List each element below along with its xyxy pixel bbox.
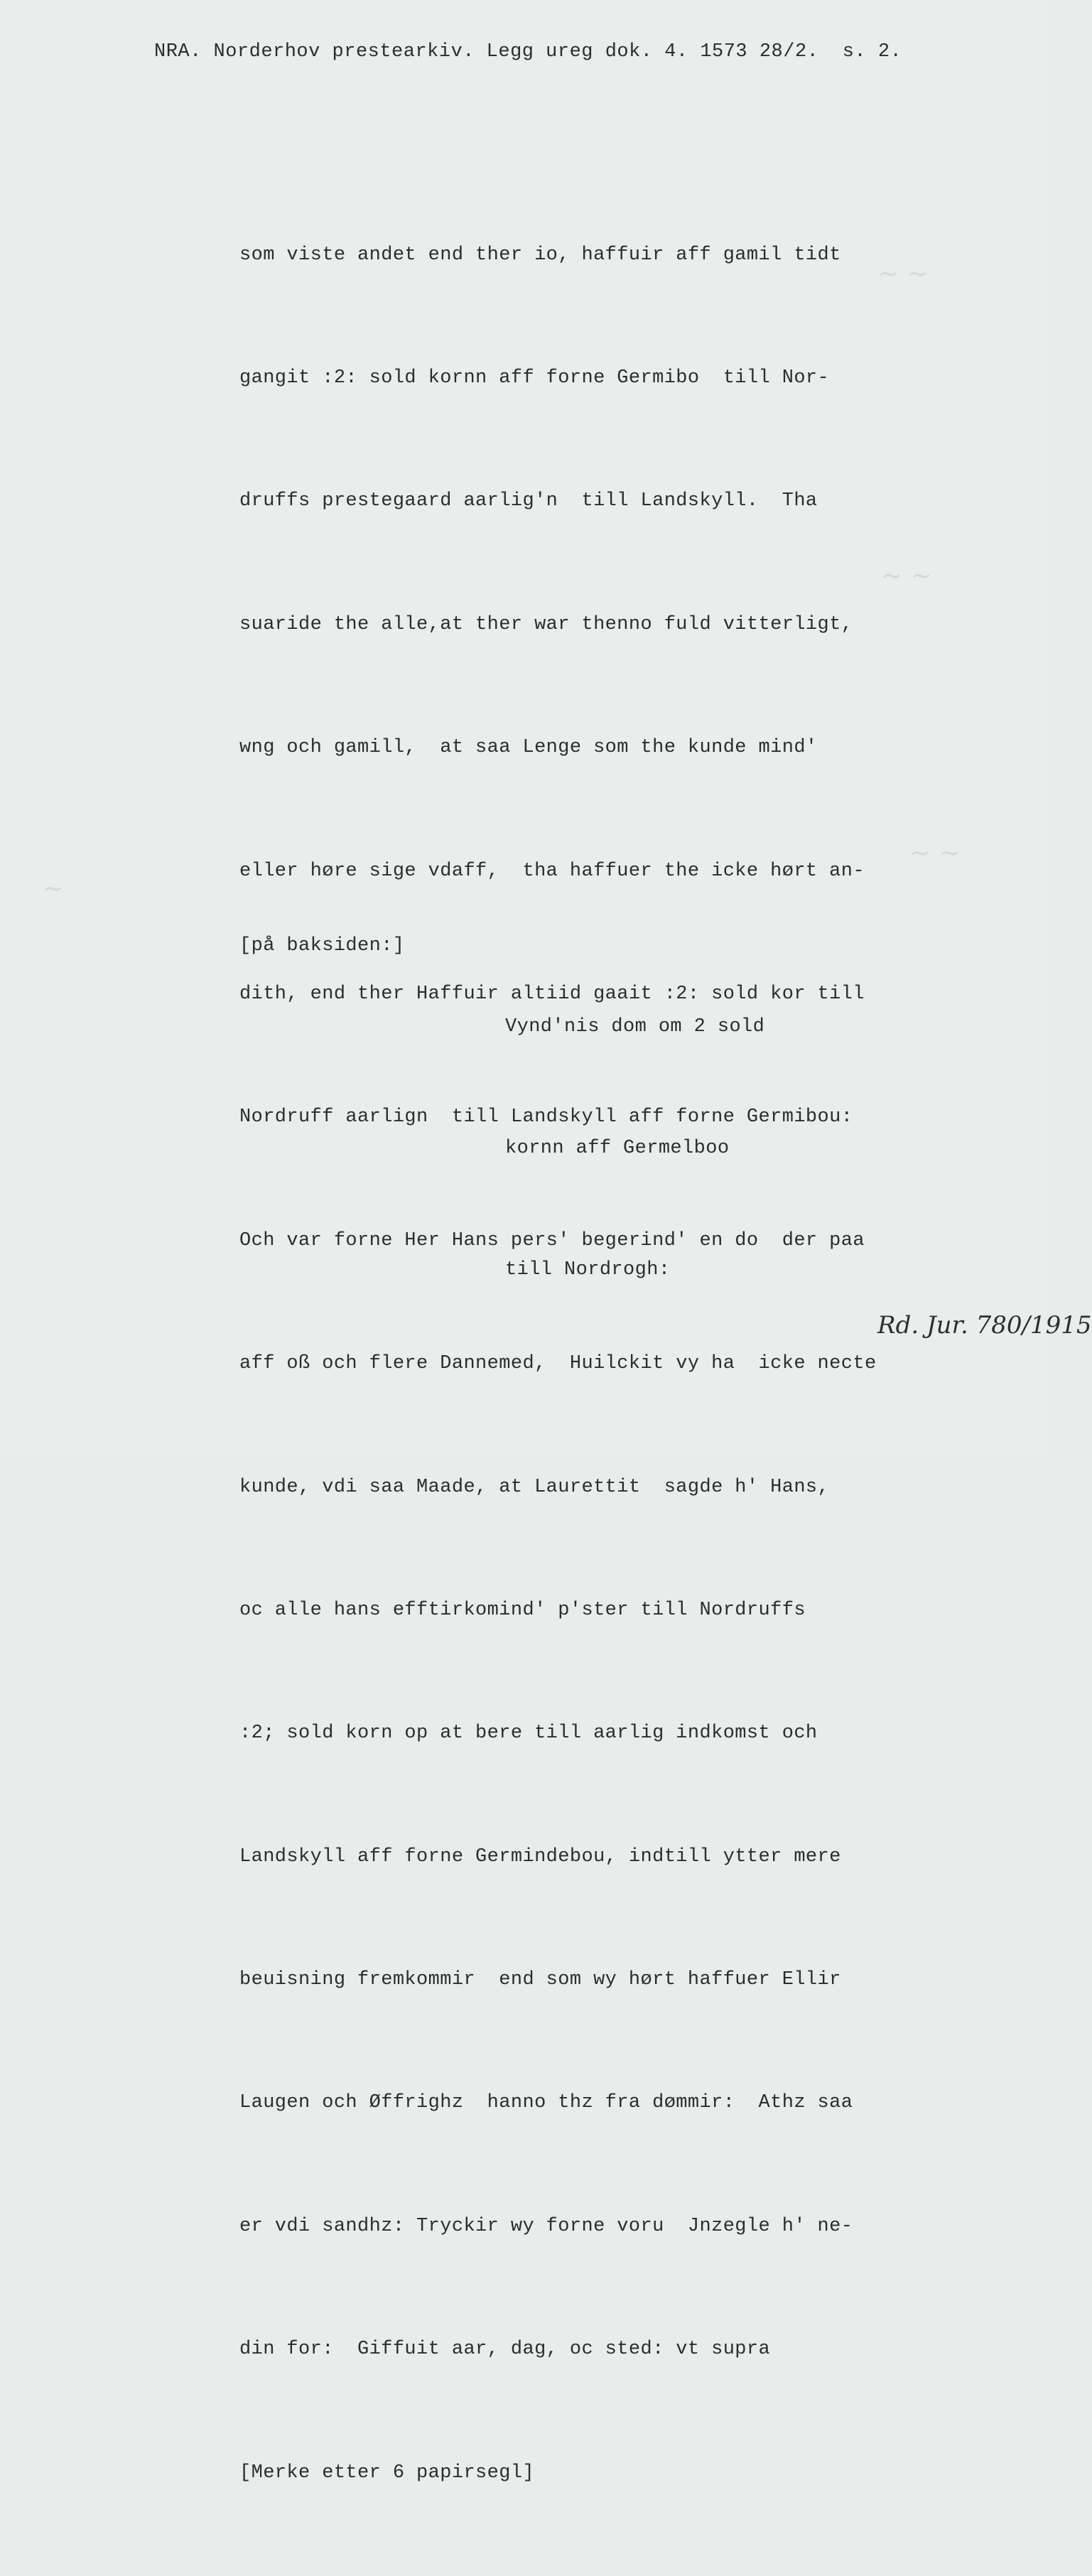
text-line: kunde, vdi saa Maade, at Laurettit sagde h' Hans,	[239, 1476, 830, 1498]
text-line: druffs prestegaard aarlig'n till Landskyll. Tha	[239, 490, 818, 512]
text-line: eller høre sige vdaff, tha haffuer the icke hørt an-	[239, 860, 865, 882]
show-through-mark: ~ ~	[877, 259, 929, 289]
text-line: aff oß och flere Dannemed, Huilckit vy ha icke necte	[239, 1353, 877, 1375]
text-line: dith, end ther Haffuir altiid gaait :2: sold kor till	[239, 983, 865, 1005]
verso-text	[505, 926, 764, 1371]
text-line: din for: Giffuit aar, dag, oc sted: vt supra	[239, 2339, 771, 2361]
archive-reference-header: NRA. Norderhov prestearkiv. Legg ureg dok. 4. 1573 28/2. s. 2.	[154, 41, 902, 63]
text-line: oc alle hans efftirkomind' p'ster till Nordruffs	[239, 1599, 806, 1621]
verso-line: Vynd'nis dom om 2 sold	[505, 1016, 765, 1038]
text-line: Landskyll aff forne Germindebou, indtill ytter mere	[239, 1845, 841, 1868]
text-line: :2; sold korn op at bere till aarlig indkomst och	[239, 1723, 818, 1745]
text-line: Nordruff aarlign till Landskyll aff forne Germibou:	[239, 1106, 853, 1128]
text-line: wng och gamill, at saa Lenge som the kunde mind'	[239, 737, 818, 759]
text-line: er vdi sandhz: Tryckir wy forne voru Jnzegle h' ne-	[239, 2215, 853, 2237]
text-line: gangit :2: sold kornn aff forne Germibo till Nor-	[239, 367, 830, 389]
verso-line: till Nordrogh:	[505, 1259, 671, 1281]
verso-line: kornn aff Germelboo	[505, 1138, 730, 1159]
text-line: beuisning fremkommir end som wy hørt haffuer Ellir	[239, 1969, 841, 1991]
show-through-mark: ~	[43, 874, 65, 903]
text-line: Laugen och Øffrighz hanno thz fra dømmir: Athz saa	[239, 2092, 853, 2114]
show-through-mark: ~ ~	[909, 839, 961, 868]
show-through-mark: ~ ~	[881, 561, 932, 591]
editorial-note: [Merke etter 6 papirsegl]	[239, 2462, 535, 2484]
text-line: Och var forne Her Hans pers' begerind' en do der paa	[239, 1229, 865, 1251]
text-line: som viste andet end ther io, haffuir aff gamil tidt	[239, 244, 841, 266]
archive-stamp-handwritten: Rd. Jur. 780/1915	[877, 1311, 1092, 1340]
verso-label: [på baksiden:]	[239, 935, 405, 956]
text-line: suaride the alle,at ther war thenno fuld vitterligt,	[239, 613, 853, 635]
